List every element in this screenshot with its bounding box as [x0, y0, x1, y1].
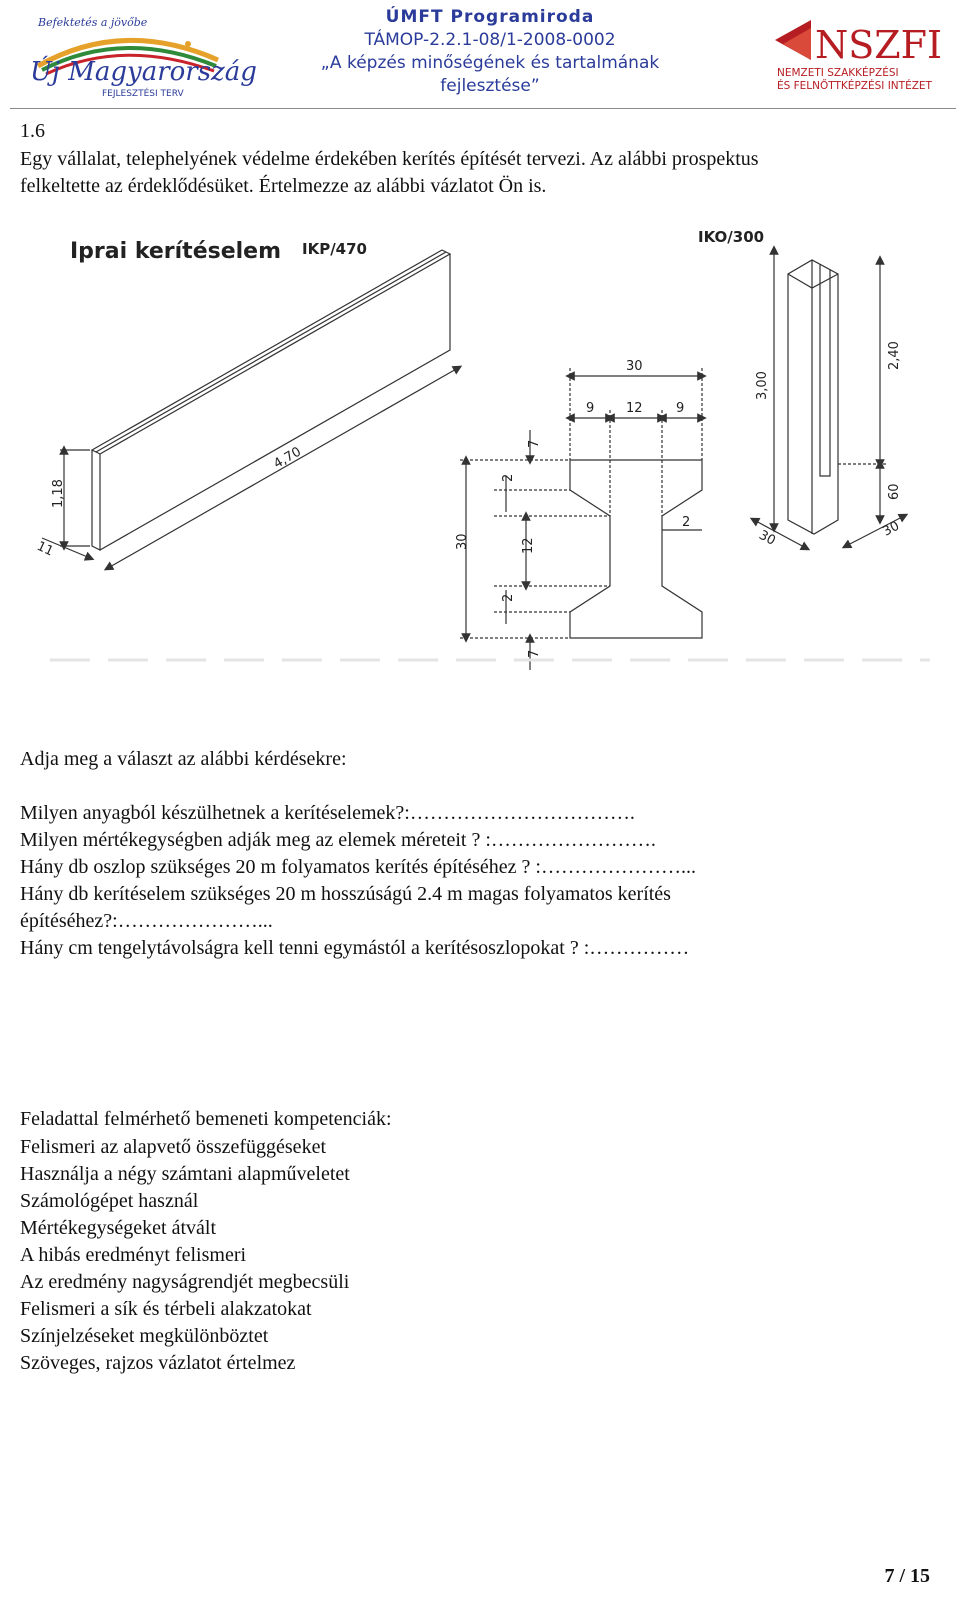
uj-magyarorszag-logo — [18, 8, 257, 100]
figure-title: Iprai kerítéselem — [70, 239, 282, 264]
logo-name: Új Magyarország — [30, 57, 257, 87]
fence-panel-drawing — [34, 250, 458, 568]
post-cross-section-drawing — [455, 359, 702, 670]
question-posts-count: Hány db oszlop szükséges 20 m folyamatos kerítés építéséhez ? :…………………... — [20, 856, 696, 878]
competency-item: Felismeri a sík és térbeli alakzatokat — [20, 1298, 312, 1320]
nszfi-name: NSZFI — [815, 23, 943, 67]
competency-item: Színjelzéseket megkülönböztet — [20, 1325, 269, 1347]
project-title-2: fejlesztése” — [440, 76, 540, 96]
fence-technical-drawing — [30, 220, 950, 720]
competency-item: Számológépet használ — [20, 1190, 199, 1212]
dim-section-top: 7 — [527, 439, 542, 448]
competency-item: Az eredmény nagyságrendjét megbecsüli — [20, 1271, 350, 1293]
competency-item: Mértékegységeket átvált — [20, 1217, 217, 1239]
header-program-info — [300, 6, 680, 98]
dim-panel-length: 4,70 — [271, 444, 304, 472]
competency-item: A hibás eredményt felismeri — [20, 1244, 247, 1266]
dim-section-height: 30 — [455, 533, 470, 550]
dim-section-notch: 2 — [682, 515, 691, 530]
nszfi-sub1: NEMZETI SZAKKÉPZÉSI — [777, 67, 899, 79]
dim-section-mid: 12 — [521, 537, 536, 554]
program-office: ÚMFT Programiroda — [385, 7, 595, 27]
question-panels-count-1: Hány db kerítéselem szükséges 20 m hosszúságú 2.4 m magas folyamatos kerítés — [20, 883, 671, 905]
question-panels-count-2: építéséhez?:…………………... — [20, 910, 273, 932]
dim-total-width: 30 — [626, 359, 643, 374]
figure-code-panel: IKP/470 — [302, 240, 367, 258]
questions-prompt: Adja meg a választ az alábbi kérdésekre: — [20, 748, 347, 770]
dim-post-base-2: 30 — [880, 518, 903, 540]
competencies-heading: Feladattal felmérhető bemeneti kompetenciák: — [20, 1108, 392, 1130]
dim-post-lower: 60 — [887, 483, 902, 500]
competency-item: Használja a négy számtani alapműveletet — [20, 1163, 350, 1185]
question-post-spacing: Hány cm tengelytávolságra kell tenni egymástól a kerítésoszlopokat ? :…………… — [20, 937, 690, 959]
dim-section-gap-bot: 2 — [501, 593, 516, 602]
task-intro-1: Egy vállalat, telephelyének védelme érdekében kerítés építését tervezi. Az alábbi prospektus — [20, 148, 759, 170]
dim-post-upper: 2,40 — [887, 341, 902, 370]
dim-section-gap-top: 2 — [501, 473, 516, 482]
dim-post-base-1: 30 — [756, 527, 778, 549]
project-code: TÁMOP-2.2.1-08/1-2008-0002 — [364, 30, 616, 50]
page-number: 7 / 15 — [884, 1565, 930, 1587]
dim-panel-thickness: 11 — [34, 538, 56, 560]
dim-seg-a: 9 — [586, 401, 595, 416]
nszfi-sub2: ÉS FELNŐTTKÉPZÉSI INTÉZET — [777, 80, 932, 92]
competency-item: Felismeri az alapvető összefüggéseket — [20, 1136, 326, 1158]
nszfi-logo — [775, 14, 955, 92]
task-number: 1.6 — [20, 120, 45, 142]
project-title-1: „A képzés minőségének és tartalmának — [320, 53, 660, 73]
logo-tagline: Befektetés a jövőbe — [38, 16, 148, 29]
question-material: Milyen anyagból készülhetnek a kerítéselemek?:……………………………. — [20, 802, 635, 824]
logo-sub: FEJLESZTÉSI TERV — [102, 89, 184, 99]
dim-post-height: 3,00 — [755, 371, 770, 400]
header-divider — [10, 108, 956, 109]
fence-post-drawing — [754, 250, 904, 549]
dim-seg-c: 9 — [676, 401, 685, 416]
question-unit: Milyen mértékegységben adják meg az elemek méreteit ? :……………………. — [20, 829, 656, 851]
competency-item: Szöveges, rajzos vázlatot értelmez — [20, 1352, 296, 1374]
dim-seg-b: 12 — [626, 401, 643, 416]
dim-panel-height: 1,18 — [51, 479, 66, 508]
task-intro-2: felkeltette az érdeklődésüket. Értelmezze az alábbi vázlatot Ön is. — [20, 175, 547, 197]
figure-code-post: IKO/300 — [698, 228, 765, 246]
dim-section-bottom: 7 — [527, 649, 542, 658]
